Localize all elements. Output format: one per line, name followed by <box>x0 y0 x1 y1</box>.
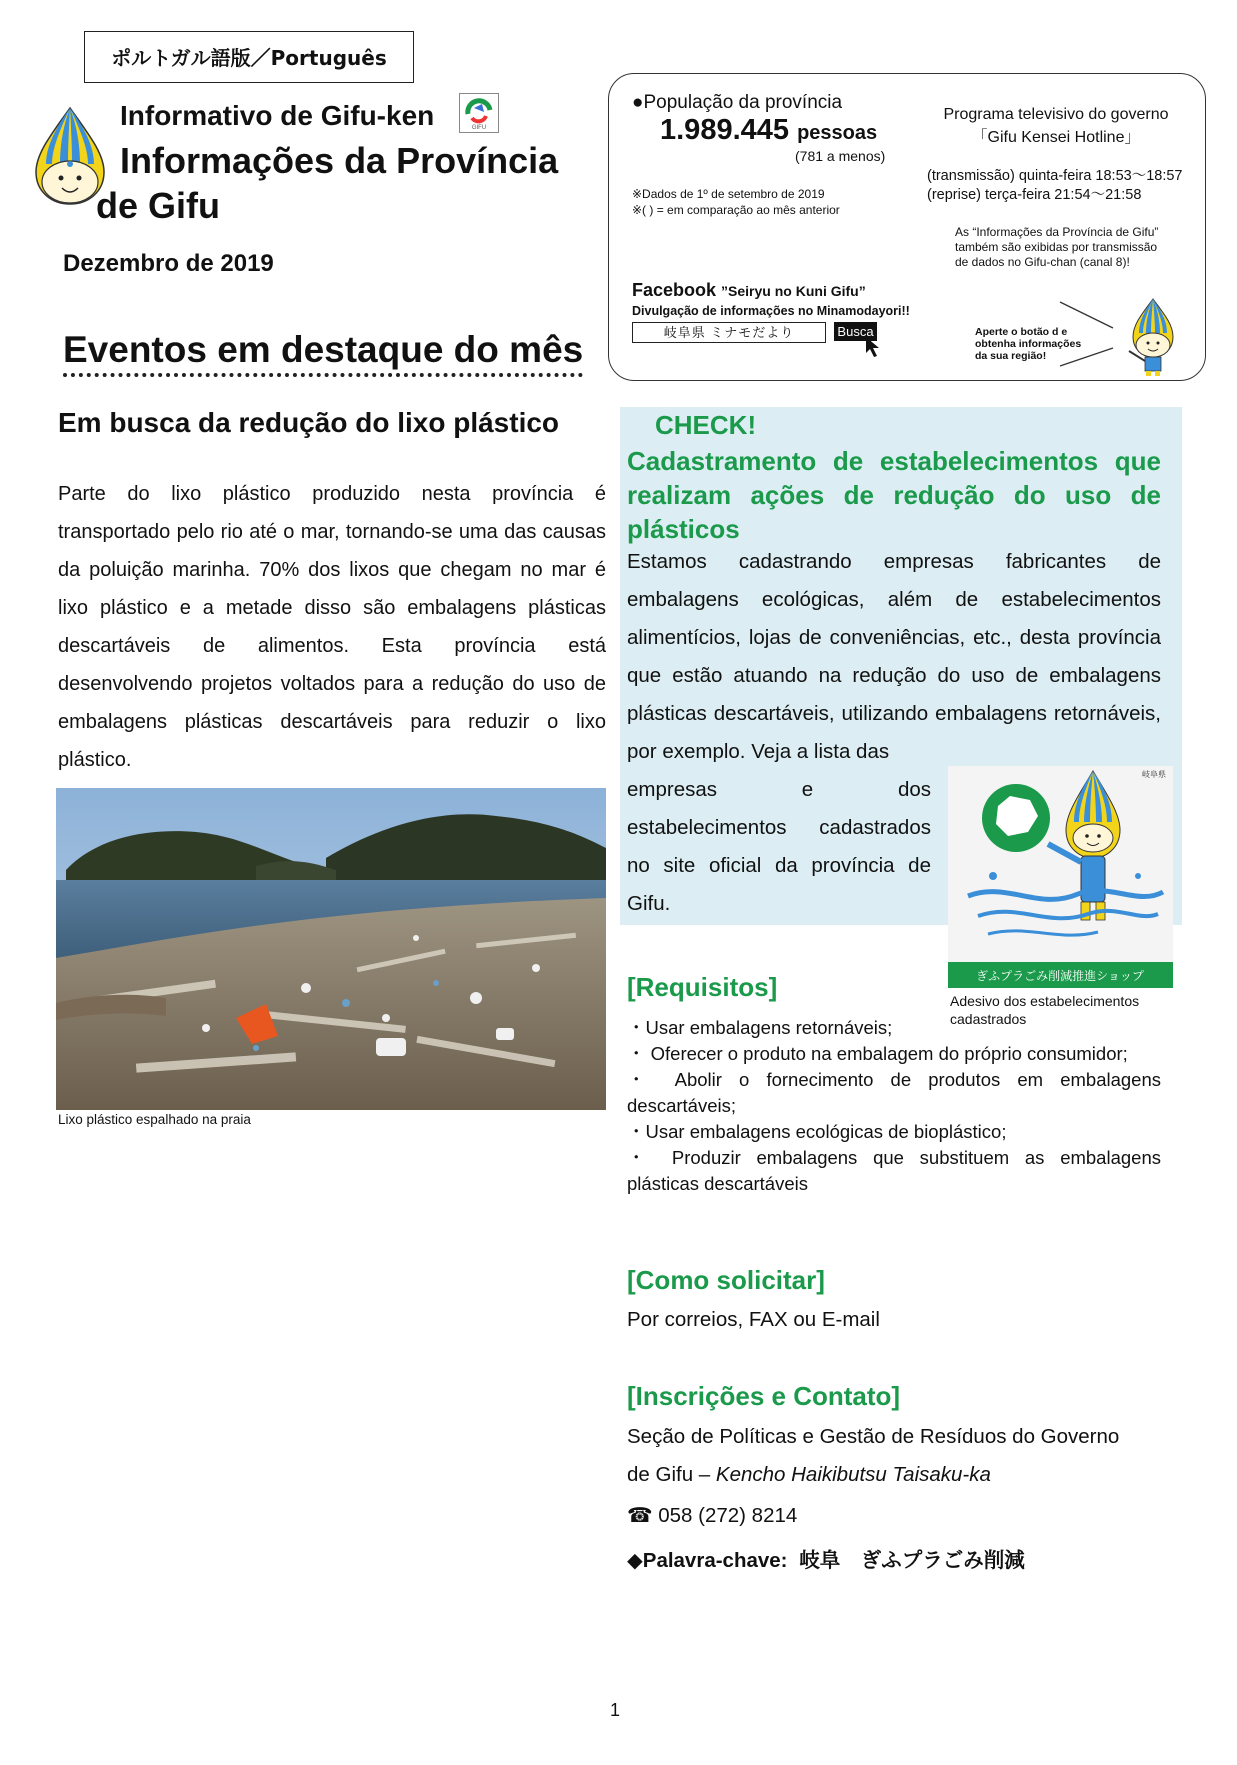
tv-note-line1: As “Informações da Província de Gifu” <box>955 225 1159 239</box>
button-note-line1: Aperte o botão d e <box>975 326 1068 338</box>
contact-phone: ☎ 058 (272) 8214 <box>627 1504 798 1527</box>
button-note-line3: da sua região! <box>975 350 1047 362</box>
page-title <box>96 138 616 228</box>
page-title-line2: de Gifu <box>96 185 220 226</box>
population-diff: (781 a menos) <box>795 148 886 164</box>
tv-note-line3: de dados no Gifu-chan (canal 8)! <box>955 255 1130 269</box>
sticker-caption: Adesivo dos estabelecimentos cadastrados <box>950 993 1140 1027</box>
keyword-label: ◆Palavra-chave: <box>627 1549 788 1572</box>
cursor-icon <box>864 335 884 359</box>
section-title: Eventos em destaque do mês <box>63 328 583 377</box>
minamo-mascot-icon <box>1115 297 1185 377</box>
requirements-list <box>627 1015 1161 1197</box>
tv-note <box>955 225 1158 270</box>
requirements-title: [Requisitos] <box>627 972 778 1002</box>
population-note-date: ※Dados de 1º de setembro de 2019 <box>632 187 825 201</box>
keyword-line <box>627 1543 1025 1573</box>
check-body-continued: empresas e dos estabelecimentos cadastrados no site oficial da província de Gifu. <box>627 778 931 915</box>
contact-dept-japanese: Kencho Haikibutsu Taisaku-ka <box>715 1463 991 1486</box>
page-title-line1: Informações da Província <box>120 140 559 181</box>
check-heading <box>627 444 1161 546</box>
tv-title-line2: 「Gifu Kensei Hotline」 <box>971 129 1141 146</box>
population-unit: pessoas <box>797 122 878 144</box>
list-item: ・ Oferecer o produto na embalagem do próprio consumidor; <box>627 1043 1128 1064</box>
tv-note-line2: também são exibidas por transmissão <box>955 240 1158 254</box>
issue-date: Dezembro de 2019 <box>63 250 274 277</box>
population-notes <box>632 186 840 218</box>
callout-lines <box>1058 300 1118 370</box>
svg-text:GIFU: GIFU <box>471 125 487 131</box>
facebook-label: Facebook <box>632 280 717 300</box>
tv-title-line1: Programa televisivo do governo <box>943 106 1169 123</box>
list-item: ・ Abolir o fornecimento de produtos em embalagens descartáveis; <box>627 1069 1161 1116</box>
keyword-value: 岐阜 ぎふプラごみ削減 <box>799 1548 1025 1572</box>
search-button[interactable]: Busca <box>834 322 877 341</box>
beach-photo <box>56 788 606 1110</box>
facebook-page-name: ”Seiryu no Kuni Gifu” <box>721 283 866 299</box>
population-value: 1.989.445 <box>660 114 790 146</box>
page-number: 1 <box>610 1700 621 1720</box>
facebook-title <box>632 280 866 301</box>
contact-department: Seção de Políticas e Gestão de Resíduos do Governo <box>627 1425 1120 1448</box>
tv-rerun-time: (reprise) terça-feira 21:54～21:58 <box>927 187 1142 203</box>
photo-caption: Lixo plástico espalhado na praia <box>58 1112 251 1127</box>
facebook-subtitle: Divulgação de informações no Minamodayori!! <box>632 304 910 318</box>
svg-text:ぎふプラごみ削減推進ショップ: ぎふプラごみ削減推進ショップ <box>976 969 1144 983</box>
apply-title: [Como solicitar] <box>627 1265 825 1295</box>
check-heading-line1: Cadastramento de estabelecimentos que <box>627 446 1161 476</box>
check-heading-line2: realizam ações de redução do uso de <box>627 480 1161 510</box>
list-item: ・Usar embalagens ecológicas de bioplástico; <box>627 1121 1007 1142</box>
tv-broadcast-time: (transmissão) quinta-feira 18:53～18:57 <box>927 168 1183 184</box>
gifu-logo-icon <box>459 93 499 133</box>
population-number <box>660 114 877 147</box>
contact-title: [Inscrições e Contato] <box>627 1381 901 1411</box>
population-note-compare: ※( ) = em comparação ao mês anterior <box>632 203 840 217</box>
tv-program-title <box>925 103 1187 149</box>
search-input[interactable]: 岐阜県 ミナモだより <box>632 322 826 343</box>
article-heading: Em busca da redução do lixo plástico <box>58 407 560 438</box>
contact-dept-prefix: de Gifu – <box>627 1463 716 1486</box>
button-note-line2: obtenha informações <box>975 338 1082 350</box>
population-title: ●População da província <box>632 92 843 113</box>
article-body: Parte do lixo plástico produzido nesta província é transportado pelo rio até o mar, tornando-se uma das causas da poluição marinha. 70% dos lixos que chegam no mar é lixo plástico e a metade disso são embalagens plásticas descartáveis de alimentos. Esta província está desenvolvendo projetos voltados para a redução do uso de embalagens plásticas descartáveis para reduzir o lixo plástico. <box>58 483 606 771</box>
check-label: CHECK! <box>655 410 757 440</box>
check-body: Estamos cadastrando empresas fabricantes de embalagens ecológicas, além de estabelecimentos alimentícios, lojas de conveniências, etc., desta província que estão atuando na redução do uso de embalagens plásticas descartáveis, utilizando embalagens retornáveis, por exemplo. Veja a lista das <box>627 550 1161 763</box>
sticker-image <box>948 766 1173 988</box>
newsletter-subtitle: Informativo de Gifu-ken <box>120 100 435 131</box>
language-label: ポルトガル語版／Português <box>84 31 414 83</box>
contact-department-name <box>627 1456 991 1494</box>
check-heading-line3: plásticos <box>627 514 740 544</box>
apply-text: Por correios, FAX ou E-mail <box>627 1308 880 1331</box>
tv-schedule <box>927 167 1183 205</box>
list-item: ・Usar embalagens retornáveis; <box>627 1017 893 1038</box>
list-item: ・ Produzir embalagens que substituem as embalagens plásticas descartáveis <box>627 1147 1161 1194</box>
svg-text:岐阜県: 岐阜県 <box>1142 770 1166 779</box>
